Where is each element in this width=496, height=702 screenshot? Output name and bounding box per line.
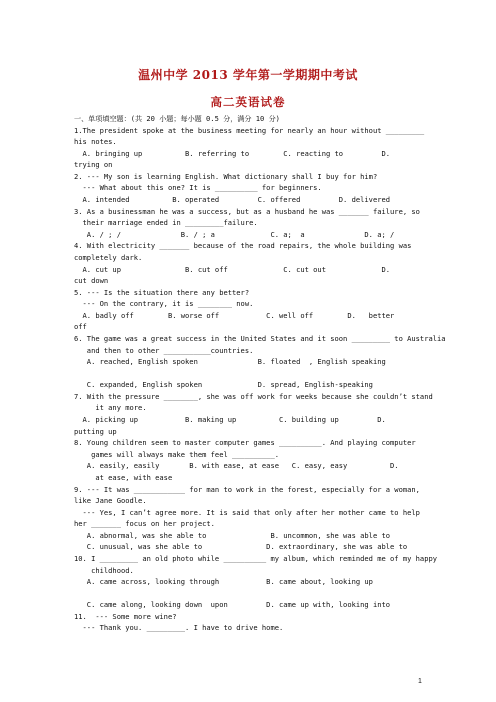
text-line: --- Yes, I can’t agree more. It is said that only after her mother came to help — [74, 507, 420, 517]
text-line: and then to other ___________countries. — [74, 345, 254, 355]
text-line: her _______ focus on her project. — [74, 519, 215, 529]
text-line: A. bringing up B. referring to C. reacting to D. — [74, 148, 391, 158]
text-line: 1.The president spoke at the business meeting for nearly an hour without _________ — [74, 125, 425, 135]
text-line: 3. As a businessman he was a success, but as a husband he was _______ failure, so — [74, 206, 420, 216]
text-line: 一、单项填空题：(共 20 小题；每小题 0.5 分，满分 10 分) — [74, 114, 280, 123]
text-line: 10. I _________ an old photo while __________ my album, which reminded me of my happy — [74, 553, 438, 563]
text-line: completely dark. — [74, 252, 143, 262]
text-line: A. reached, English spoken B. floated , English speaking — [74, 357, 386, 367]
text-line: --- Thank you. _________. I have to drive home. — [74, 623, 284, 633]
exam-subtitle: 高二英语试卷 — [210, 95, 286, 109]
text-line: A. picking up B. making up C. building up D. — [74, 415, 386, 425]
text-line: A. cut up B. cut off C. cut out D. — [74, 264, 391, 274]
exam-title: 温州中学 2013 学年第一学期期中考试 — [138, 68, 358, 82]
text-line: 4. With electricity _______ because of the road repairs, the whole building was — [74, 241, 412, 251]
text-line: A. abnormal, was she able to B. uncommon, she was able to — [74, 530, 391, 540]
text-line: 9. --- It was ____________ for man to work in the forest, especially for a woman, — [74, 484, 420, 494]
text-line: his notes. — [74, 137, 117, 147]
text-line: like Jane Goodle. — [74, 496, 147, 506]
text-line: 7. With the pressure ________, she was off work for weeks because she couldn’t stand — [74, 391, 433, 401]
text-line: A. intended B. operated C. offered D. delivered — [74, 195, 391, 205]
text-line: 2. --- My son is learning English. What dictionary shall I buy for him? — [74, 171, 378, 181]
text-line: their marriage ended in _________failure. — [74, 218, 258, 228]
text-line: A. badly off B. worse off C. well off D. better — [74, 310, 395, 320]
text-line: 5. --- Is the situation there any better? — [74, 287, 250, 297]
text-line: A. / ; / B. / ; a C. a; a D. a; / — [74, 229, 395, 239]
text-line: it any more. — [74, 403, 147, 413]
page-number: 1 — [418, 678, 422, 685]
text-line: at ease, with ease — [74, 472, 173, 482]
text-line — [74, 588, 422, 600]
text-line: 8. Young children seem to master computer games __________. And playing computer — [74, 438, 416, 448]
text-line: --- What about this one? It is __________ for beginners. — [74, 183, 322, 193]
text-line — [74, 368, 422, 380]
text-line: childhood. — [74, 565, 134, 575]
text-line: A. easily, easily B. with ease, at ease C. easy, easy D. — [74, 461, 399, 471]
text-line: off — [74, 322, 87, 332]
text-line: trying on — [74, 160, 113, 170]
text-line: 11. --- Some more wine? — [74, 611, 177, 621]
text-line: cut down — [74, 276, 109, 286]
question-body — [74, 113, 446, 634]
text-line: C. unusual, was she able to D. extraordinary, she was able to — [74, 542, 408, 552]
text-line: C. came along, looking down upon D. came up with, looking into — [74, 600, 391, 610]
text-line: 6. The game was a great success in the United States and it soon _________ to Australia — [74, 333, 446, 343]
text-line: --- On the contrary, it is ________ now. — [74, 299, 254, 309]
text-line: C. expanded, English spoken D. spread, English-speaking — [74, 380, 373, 390]
text-line: putting up — [74, 426, 117, 436]
text-line: games will always make them feel __________. — [74, 449, 279, 459]
text-line: A. came across, looking through B. came about, looking up — [74, 577, 373, 587]
